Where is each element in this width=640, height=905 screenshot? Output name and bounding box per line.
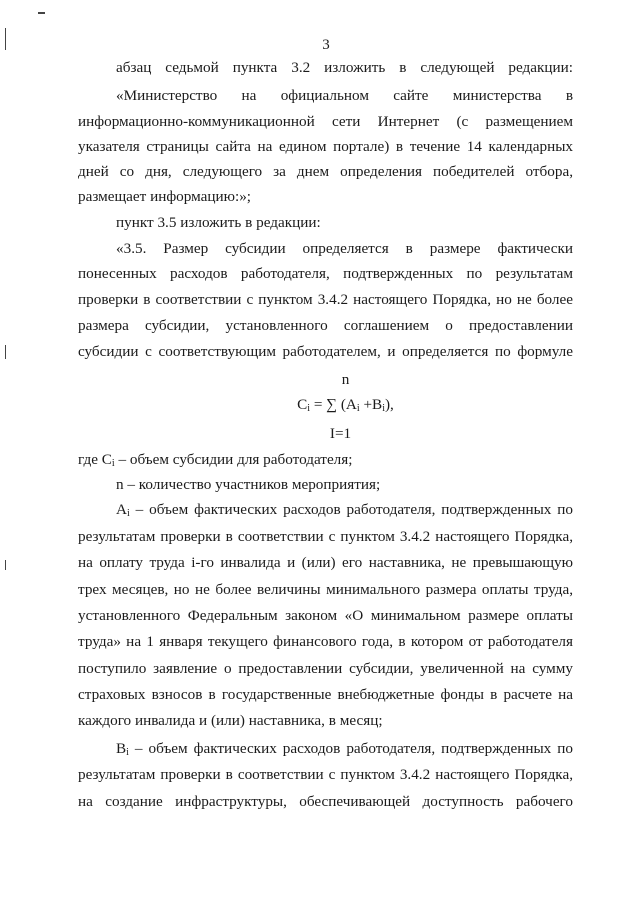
text-line: информационно-коммуникационной сети Интернет (с размещением xyxy=(78,113,573,130)
definition-ai-sub: i xyxy=(126,508,130,519)
definition-ai-text: – объем фактических расходов работодателя, подтвержденных по xyxy=(129,501,573,518)
definition-ai-symbol: A xyxy=(116,501,127,518)
definition-ci-sub: i xyxy=(111,458,115,469)
formula-upper-limit: n xyxy=(341,371,350,388)
formula-lhs: C xyxy=(297,396,308,413)
text-line: проверки в соответствии с пунктом 3.4.2 настоящего Порядка, но не более xyxy=(78,291,573,308)
text-line: на создание инфраструктуры, обеспечивающей доступность рабочего xyxy=(78,793,573,810)
definition-ci-text: – объем субсидии для работодателя; xyxy=(114,451,353,468)
definition-ci xyxy=(78,450,573,470)
text-line: труда» на 1 января текущего финансового года, в котором от работодателя xyxy=(78,633,573,650)
definition-bi-first-line xyxy=(116,739,573,759)
definition-n: n – количество участников мероприятия; xyxy=(116,476,381,493)
formula-lhs-sub: i xyxy=(307,403,311,414)
text-line: «3.5. Размер субсидии определяется в размере фактически xyxy=(116,240,573,257)
text-line: результатам проверки в соответствии с пунктом 3.4.2 настоящего Порядка, xyxy=(78,766,573,783)
text-line: результатам проверки в соответствии с пунктом 3.4.2 настоящего Порядка, xyxy=(78,528,573,545)
formula-operator: = ∑ ( xyxy=(310,396,346,413)
definition-bi-text: – объем фактических расходов работодателя, подтвержденных по xyxy=(128,740,573,757)
text-line: «Министерство на официальном сайте министерства в xyxy=(116,87,573,104)
text-line: дней со дня, следующего за днем определения победителей отбора, xyxy=(78,163,573,180)
text-line: размещает информацию:»; xyxy=(78,188,252,205)
formula-plus: + xyxy=(359,396,373,413)
definition-bi-sub: i xyxy=(126,747,129,758)
formula xyxy=(78,395,613,415)
text-line: понесенных расходов работодателя, подтвержденных по результатам xyxy=(78,265,573,282)
formula-term-a-sub: i xyxy=(356,403,360,414)
scan-mark xyxy=(5,28,6,50)
scan-mark xyxy=(38,12,45,14)
formula-term-b-sub: i xyxy=(382,403,385,414)
definition-ai-first-line xyxy=(116,500,573,520)
text-line: установленного Федеральным законом «О минимальном размере оплаты xyxy=(78,607,573,624)
text-line: трех месяцев, но не более величины минимального размера оплаты труда, xyxy=(78,581,573,598)
formula-term-b: B xyxy=(372,396,383,413)
text-line: размера субсидии, установленного соглашением о предоставлении xyxy=(78,317,573,334)
page-number: 3 xyxy=(322,37,330,53)
text-line: абзац седьмой пункта 3.2 изложить в следующей редакции: xyxy=(116,59,573,76)
scan-mark xyxy=(5,560,6,570)
definition-ci-prefix: где C xyxy=(78,451,112,468)
text-line: страховых взносов в государственные внебюджетные фонды в расчете на xyxy=(78,686,573,703)
text-line: каждого инвалида и (или) наставника, в месяц; xyxy=(78,712,383,729)
formula-term-a: A xyxy=(345,396,357,413)
formula-lower-limit: I=1 xyxy=(329,425,352,442)
definition-bi-symbol: B xyxy=(116,740,127,757)
text-line: субсидии с соответствующим работодателем, и определяется по формуле xyxy=(78,343,573,360)
text-line: на оплату труда i-го инвалида и (или) его наставника, не превышающую xyxy=(78,554,573,571)
scan-mark xyxy=(5,345,6,359)
text-line: поступило заявление о предоставлении субсидии, увеличенной на сумму xyxy=(78,660,573,677)
text-line: указателя страницы сайта на едином портале) в течение 14 календарных xyxy=(78,138,573,155)
formula-close: ), xyxy=(384,396,394,413)
text-line: пункт 3.5 изложить в редакции: xyxy=(116,214,321,231)
